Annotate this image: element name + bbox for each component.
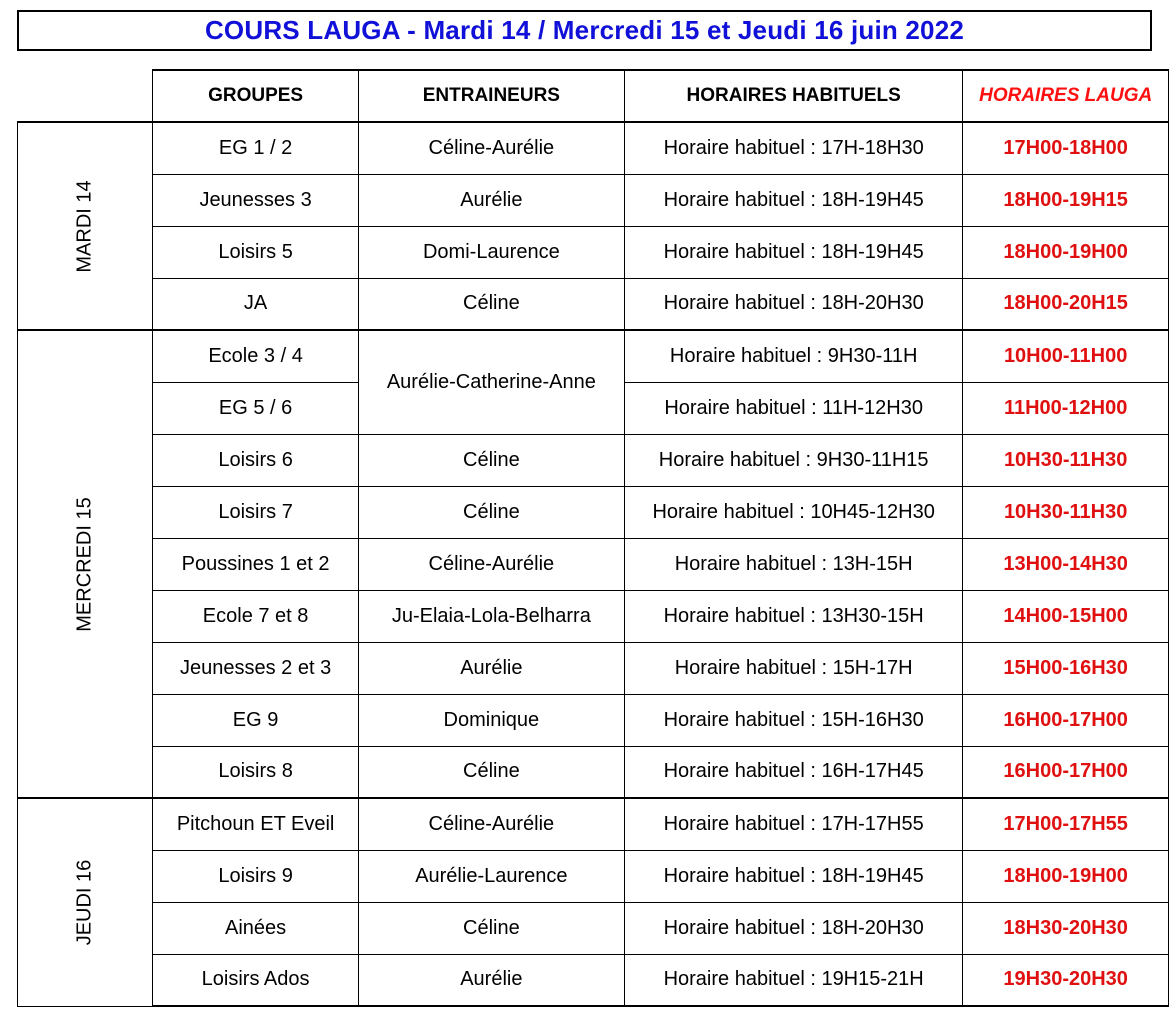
horaire-lauga-cell: 16H00-17H00	[963, 746, 1169, 798]
horaire-lauga-cell: 17H00-17H55	[963, 798, 1169, 850]
horaire-lauga-cell: 18H00-19H15	[963, 174, 1169, 226]
header-groupes: GROUPES	[153, 70, 358, 122]
horaire-habituel-cell: Horaire habituel : 18H-19H45	[625, 226, 963, 278]
horaire-habituel-cell: Horaire habituel : 13H-15H	[625, 538, 963, 590]
horaire-habituel-cell: Horaire habituel : 16H-17H45	[625, 746, 963, 798]
table-row	[18, 486, 1169, 538]
entraineur-cell: Céline-Aurélie	[358, 798, 624, 850]
horaire-lauga-cell: 13H00-14H30	[963, 538, 1169, 590]
entraineur-cell: Céline	[358, 434, 624, 486]
groupe-cell: JA	[153, 278, 358, 330]
day-label: MERCREDI 15	[73, 496, 96, 632]
blank-corner	[18, 70, 153, 122]
entraineur-cell: Ju-Elaia-Lola-Belharra	[358, 590, 624, 642]
table-row	[18, 850, 1169, 902]
schedule-table	[17, 69, 1169, 1007]
groupe-cell: Pitchoun ET Eveil	[153, 798, 358, 850]
horaire-habituel-cell: Horaire habituel : 15H-17H	[625, 642, 963, 694]
header-horaires-habituels: HORAIRES HABITUELS	[625, 70, 963, 122]
entraineur-cell: Céline-Aurélie	[358, 122, 624, 174]
horaire-habituel-cell: Horaire habituel : 9H30-11H	[625, 330, 963, 382]
table-row	[18, 226, 1169, 278]
table-row	[18, 538, 1169, 590]
horaire-habituel-cell: Horaire habituel : 17H-17H55	[625, 798, 963, 850]
table-row	[18, 902, 1169, 954]
entraineur-cell: Céline	[358, 486, 624, 538]
horaire-habituel-cell: Horaire habituel : 13H30-15H	[625, 590, 963, 642]
groupe-cell: Ecole 3 / 4	[153, 330, 358, 382]
table-row	[18, 694, 1169, 746]
horaire-lauga-cell: 18H00-19H00	[963, 226, 1169, 278]
day-cell	[18, 330, 153, 798]
header-entraineurs: ENTRAINEURS	[358, 70, 624, 122]
entraineur-cell: Aurélie-Catherine-Anne	[358, 330, 624, 434]
groupe-cell: Loisirs 7	[153, 486, 358, 538]
entraineur-cell: Céline	[358, 278, 624, 330]
header-row	[18, 70, 1169, 122]
horaire-lauga-cell: 17H00-18H00	[963, 122, 1169, 174]
horaire-habituel-cell: Horaire habituel : 18H-19H45	[625, 174, 963, 226]
horaire-habituel-cell: Horaire habituel : 9H30-11H15	[625, 434, 963, 486]
table-row	[18, 746, 1169, 798]
groupe-cell: Loisirs 8	[153, 746, 358, 798]
table-row	[18, 642, 1169, 694]
horaire-habituel-cell: Horaire habituel : 15H-16H30	[625, 694, 963, 746]
day-label: JEUDI 16	[73, 859, 96, 946]
day-cell	[18, 798, 153, 1006]
entraineur-cell: Aurélie	[358, 954, 624, 1006]
horaire-lauga-cell: 15H00-16H30	[963, 642, 1169, 694]
groupe-cell: Poussines 1 et 2	[153, 538, 358, 590]
entraineur-cell: Domi-Laurence	[358, 226, 624, 278]
groupe-cell: Loisirs 9	[153, 850, 358, 902]
entraineur-cell: Aurélie	[358, 642, 624, 694]
groupe-cell: EG 1 / 2	[153, 122, 358, 174]
horaire-habituel-cell: Horaire habituel : 10H45-12H30	[625, 486, 963, 538]
horaire-lauga-cell: 10H30-11H30	[963, 486, 1169, 538]
horaire-habituel-cell: Horaire habituel : 17H-18H30	[625, 122, 963, 174]
table-row	[18, 798, 1169, 850]
entraineur-cell: Céline	[358, 902, 624, 954]
entraineur-cell: Céline	[358, 746, 624, 798]
groupe-cell: Loisirs 6	[153, 434, 358, 486]
entraineur-cell: Dominique	[358, 694, 624, 746]
horaire-lauga-cell: 18H00-20H15	[963, 278, 1169, 330]
title-box	[17, 10, 1152, 51]
horaire-habituel-cell: Horaire habituel : 18H-19H45	[625, 850, 963, 902]
day-cell	[18, 122, 153, 330]
horaire-lauga-cell: 14H00-15H00	[963, 590, 1169, 642]
horaire-habituel-cell: Horaire habituel : 19H15-21H	[625, 954, 963, 1006]
horaire-lauga-cell: 11H00-12H00	[963, 382, 1169, 434]
table-row	[18, 590, 1169, 642]
table-row	[18, 954, 1169, 1006]
schedule-body	[18, 122, 1169, 1006]
entraineur-cell: Céline-Aurélie	[358, 538, 624, 590]
groupe-cell: Loisirs Ados	[153, 954, 358, 1006]
groupe-cell: Jeunesses 3	[153, 174, 358, 226]
horaire-lauga-cell: 10H30-11H30	[963, 434, 1169, 486]
header-horaires-lauga: HORAIRES LAUGA	[963, 70, 1169, 122]
table-row	[18, 122, 1169, 174]
table-row	[18, 278, 1169, 330]
horaire-habituel-cell: Horaire habituel : 11H-12H30	[625, 382, 963, 434]
horaire-lauga-cell: 18H30-20H30	[963, 902, 1169, 954]
table-row	[18, 434, 1169, 486]
horaire-lauga-cell: 16H00-17H00	[963, 694, 1169, 746]
table-row	[18, 174, 1169, 226]
groupe-cell: Loisirs 5	[153, 226, 358, 278]
horaire-lauga-cell: 10H00-11H00	[963, 330, 1169, 382]
entraineur-cell: Aurélie-Laurence	[358, 850, 624, 902]
groupe-cell: EG 5 / 6	[153, 382, 358, 434]
groupe-cell: EG 9	[153, 694, 358, 746]
horaire-habituel-cell: Horaire habituel : 18H-20H30	[625, 278, 963, 330]
horaire-habituel-cell: Horaire habituel : 18H-20H30	[625, 902, 963, 954]
page-title: COURS LAUGA - Mardi 14 / Mercredi 15 et Jeudi 16 juin 2022	[204, 15, 965, 45]
table-row	[18, 330, 1169, 382]
groupe-cell: Ainées	[153, 902, 358, 954]
groupe-cell: Jeunesses 2 et 3	[153, 642, 358, 694]
horaire-lauga-cell: 19H30-20H30	[963, 954, 1169, 1006]
horaire-lauga-cell: 18H00-19H00	[963, 850, 1169, 902]
groupe-cell: Ecole 7 et 8	[153, 590, 358, 642]
day-label: MARDI 14	[73, 179, 96, 273]
entraineur-cell: Aurélie	[358, 174, 624, 226]
